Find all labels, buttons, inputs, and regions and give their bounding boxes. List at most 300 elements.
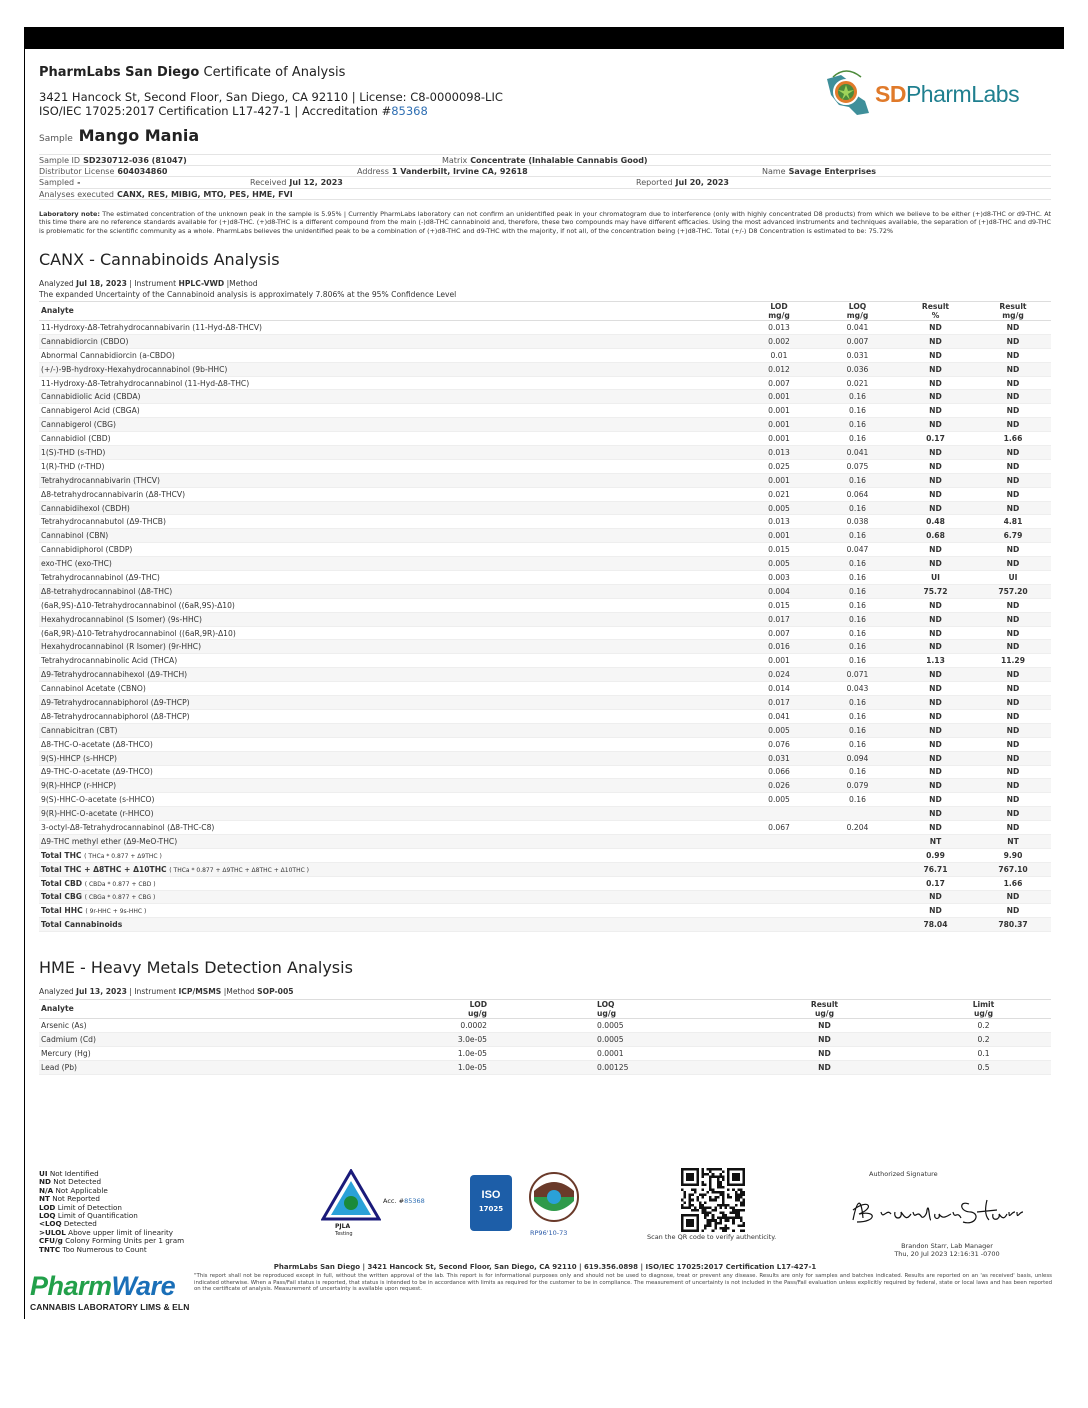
result-value: ND [733,1019,916,1033]
loq-value: 0.16 [819,557,896,571]
loq-value: 0.071 [819,668,896,682]
lod-value: 0.031 [739,751,819,765]
lod-value: 0.005 [739,557,819,571]
total-name: Total THC [41,850,82,860]
lod-value: 0.013 [739,321,819,335]
result-percent: ND [896,751,975,765]
analyte-name: Hexahydrocannabinol (S Isomer) (9s-HHC) [39,612,739,626]
hme-col-loq-label: LOQ [597,1000,615,1009]
result-mg-per-g: ND [975,362,1051,376]
result-percent: ND [896,682,975,696]
pjla-label-text: PJLA [335,1223,351,1230]
canx-header-row [39,302,1051,321]
result-percent: ND [896,807,975,821]
canx-row [39,432,1051,446]
client-name-value: Savage Enterprises [788,166,877,176]
hme-analyzed-line: Analyzed Jul 13, 2023 | Instrument ICP/MSMS |Method SOP-005 [39,987,294,996]
loq-value: 0.16 [819,737,896,751]
lab-note-label: Laboratory note: [39,210,100,218]
hme-row [39,1060,1051,1074]
lod-value: 0.041 [739,709,819,723]
footer-contact: PharmLabs San Diego | 3421 Hancock St, Second Floor, San Diego, CA 92110 | 619.356.0898 | ISO/IEC 17025:2017 Certification L17-427-1 [273,1263,817,1271]
canx-row [39,348,1051,362]
result-mg-per-g: ND [975,473,1051,487]
analyte-name: Tetrahydrocannabinolic Acid (THCA) [39,654,739,668]
result-percent: ND [896,376,975,390]
legend-meaning: Limit of Detection [57,1202,122,1212]
total-formula: ( CBGa * 0.877 + CBG ) [84,894,156,902]
legend-meaning: Above upper limit of linearity [68,1227,174,1237]
result-mg-per-g: ND [975,751,1051,765]
lod-value: 0.001 [739,418,819,432]
analyte-name: Δ9-THC-O-acetate (Δ9-THCO) [39,765,739,779]
analyte-name: 9(R)-HHC-O-acetate (r-HHCO) [39,807,739,821]
loq-value: 0.16 [819,654,896,668]
lod-value: 0.007 [739,376,819,390]
lod-value: 0.005 [739,501,819,515]
metal-name: Mercury (Hg) [39,1046,331,1060]
canx-row [39,321,1051,335]
legend-abbreviation: CFU/g [39,1236,63,1246]
loq-value: 0.0005 [597,1019,733,1033]
result-mg-per-g: ND [975,404,1051,418]
sample-heading [39,126,199,145]
loq-value [819,904,896,918]
canx-row [39,834,1051,848]
lab-certification [39,104,428,118]
lod-value: 0.001 [739,390,819,404]
canx-row [39,709,1051,723]
result-mg-per-g: ND [975,390,1051,404]
analyses-value: CANX, RES, MIBIG, MTO, PES, HME, FVI [117,189,293,199]
result-mg-per-g: ND [975,557,1051,571]
analyte-name: 9(S)-HHC-O-acetate (s-HHCO) [39,793,739,807]
address-label: Address [357,166,389,176]
result-mg-per-g: 1.66 [975,432,1051,446]
lod-value: 0.013 [739,515,819,529]
hme-header-row [39,1000,1051,1019]
metal-name: Arsenic (As) [39,1019,331,1033]
result-mg-per-g: ND [975,334,1051,348]
analyte-name: Δ8-THC-O-acetate (Δ8-THCO) [39,737,739,751]
loq-value: 0.041 [819,446,896,460]
top-black-bar [24,27,1064,49]
result-mg-per-g: ND [975,376,1051,390]
canx-row [39,821,1051,835]
california-map-icon [819,67,879,119]
total-label-cell [39,904,739,918]
result-percent: NT [896,834,975,848]
col-result-pct-unit: % [931,310,940,320]
analyte-name: Δ8-tetrahydrocannabivarin (Δ8-THCV) [39,487,739,501]
canx-row [39,598,1051,612]
canx-row [39,487,1051,501]
pjla-label [335,1223,353,1237]
total-percent: ND [896,904,975,918]
result-mg-per-g: 6.79 [975,529,1051,543]
result-percent: ND [896,765,975,779]
client-name-label: Name [762,166,786,176]
result-percent: ND [896,487,975,501]
canx-row [39,334,1051,348]
total-label-cell [39,890,739,904]
loq-value: 0.021 [819,376,896,390]
loq-value: 0.038 [819,515,896,529]
canx-row [39,543,1051,557]
legend-abbreviation: ND [39,1177,51,1187]
result-mg-per-g: ND [975,598,1051,612]
result-mg-per-g: ND [975,487,1051,501]
lod-value: 0.001 [739,404,819,418]
col-result-pct-label: Result [921,302,950,311]
meta-row-4 [39,189,1051,201]
certification-seal-icon [526,1169,582,1229]
total-formula: ( 9r-HHC + 9s-HHC ) [85,908,147,916]
lod-value: 0.0002 [331,1019,597,1033]
result-mg-per-g: ND [975,793,1051,807]
result-mg-per-g: ND [975,459,1051,473]
analyte-name: Cannabidiolic Acid (CBDA) [39,390,739,404]
result-percent: UI [896,571,975,585]
iso-number: 17025 [478,1205,504,1213]
canx-table-body [39,321,1051,932]
analyte-name: Cannabigerol Acid (CBGA) [39,404,739,418]
canx-row [39,640,1051,654]
loq-value: 0.00125 [597,1060,733,1074]
hme-analyzed-date: Jul 13, 2023 [76,987,127,996]
lod-value: 0.066 [739,765,819,779]
legend-meaning: Not Applicable [55,1185,108,1195]
col-loq-unit: mg/g [846,310,869,320]
total-name: Total CBG [41,892,82,902]
canx-row [39,446,1051,460]
analyte-name: 3-octyl-Δ8-Tetrahydrocannabinol (Δ8-THC-C8) [39,821,739,835]
loq-value: 0.16 [819,529,896,543]
result-mg-per-g: 11.29 [975,654,1051,668]
canx-row [39,473,1051,487]
legend-item [39,1246,184,1254]
loq-value: 0.007 [819,334,896,348]
total-formula: ( THCa * 0.877 + Δ9THC + Δ8THC + Δ10THC ) [169,866,310,874]
limit-value: 0.1 [916,1046,1051,1060]
hme-col-result [733,1000,916,1019]
footer-disclaimer: "This report shall not be reproduced except in full, without the written approval of the lab. This report is for informational purposes only and should not be used to diagnose, treat or prevent any disease. Results are only for samples and batches indicated. Results are reported on an 'as received' basis, unless indicated otherwise. When a Pass/Fail status is reported, that status is intended to be in accordance with limits as required for the customer to be in compliance. The measurement of uncertainty is not included in the Pass/Fail evaluation unless explicitly required by federal, state or local laws and has been reported on the certificate of analysis. Measurement of uncertainty is available upon request. [194,1273,1052,1293]
result-mg-per-g: ND [975,543,1051,557]
total-percent: 0.17 [896,876,975,890]
analyte-name: Δ9-Tetrahydrocannabiphorol (Δ9-THCP) [39,696,739,710]
canx-row [39,571,1051,585]
canx-row [39,765,1051,779]
result-mg-per-g: UI [975,571,1051,585]
total-mg-per-g: 1.66 [975,876,1051,890]
result-percent: ND [896,446,975,460]
canx-total-row [39,904,1051,918]
canx-total-row [39,918,1051,932]
loq-value: 0.16 [819,418,896,432]
total-mg-per-g: 780.37 [975,918,1051,932]
result-percent: ND [896,793,975,807]
lod-value: 0.001 [739,473,819,487]
total-formula: ( THCa * 0.877 + Δ9THC ) [84,852,162,860]
loq-value: 0.16 [819,709,896,723]
analyte-name: Tetrahydrocannabivarin (THCV) [39,473,739,487]
loq-value: 0.16 [819,723,896,737]
lod-value [739,876,819,890]
total-formula: ( CBDa * 0.877 + CBD ) [84,880,156,888]
hme-method-label: Method [226,987,255,996]
canx-uncertainty: The expanded Uncertainty of the Cannabinoid analysis is approximately 7.806% at the 95% Confidence Level [39,290,457,299]
result-percent: ND [896,696,975,710]
loq-value: 0.16 [819,793,896,807]
analyte-name: Cannabidiorcin (CBDO) [39,334,739,348]
lod-value: 0.024 [739,668,819,682]
lod-value: 1.0e-05 [331,1060,597,1074]
total-mg-per-g: ND [975,890,1051,904]
analyte-name: Cannabinol Acetate (CBNO) [39,682,739,696]
canx-total-row [39,890,1051,904]
legend-meaning: Not Identified [49,1169,99,1178]
result-mg-per-g: 757.20 [975,584,1051,598]
hme-instrument-label: Instrument [134,987,177,996]
lod-value: 0.002 [739,334,819,348]
lod-value: 0.004 [739,584,819,598]
canx-row [39,362,1051,376]
loq-value [819,834,896,848]
legend-abbreviation: >ULOL [39,1227,66,1237]
canx-row [39,723,1051,737]
verification-qr-code[interactable] [681,1168,745,1232]
pjla-acc-prefix: Acc. # [383,1197,405,1205]
hme-table [39,999,1051,1075]
qr-caption: Scan the QR code to verify authenticity. [647,1233,777,1241]
analyte-name: (+/-)-9B-hydroxy-Hexahydrocannabinol (9b-HHC) [39,362,739,376]
total-name: Total CBD [41,878,83,888]
loq-value: 0.036 [819,362,896,376]
pharmware-logo [30,1271,190,1319]
loq-value: 0.041 [819,321,896,335]
reported-label: Reported [636,178,673,187]
loq-value: 0.16 [819,612,896,626]
meta-row-2 [39,166,1051,178]
analyte-name: (6aR,9S)-Δ10-Tetrahydrocannabinol ((6aR,9S)-Δ10) [39,598,739,612]
analyte-name: Tetrahydrocannabinol (Δ9-THC) [39,571,739,585]
total-mg-per-g: ND [975,904,1051,918]
legend-abbreviation: LOQ [39,1211,56,1221]
result-percent: ND [896,418,975,432]
analyte-name: 1(S)-THD (s-THD) [39,446,739,460]
legend-abbreviation: <LOQ [39,1219,62,1229]
lod-value: 0.003 [739,571,819,585]
result-mg-per-g: ND [975,723,1051,737]
analyte-name: Δ8-tetrahydrocannabinol (Δ8-THC) [39,584,739,598]
legend-abbreviation: UI [39,1169,48,1178]
canx-row [39,696,1051,710]
hme-analyzed-label: Analyzed [39,987,74,996]
analyte-name: (6aR,9R)-Δ10-Tetrahydrocannabinol ((6aR,9R)-Δ10) [39,626,739,640]
lod-value [739,807,819,821]
accreditation-link[interactable]: 85368 [391,104,428,118]
col-analyte: Analyte [39,302,739,321]
limit-value: 0.2 [916,1032,1051,1046]
lod-value: 0.014 [739,682,819,696]
result-mg-per-g: ND [975,709,1051,723]
result-mg-per-g: ND [975,682,1051,696]
analyte-name: Hexahydrocannabinol (R Isomer) (9r-HHC) [39,640,739,654]
analyses-label: Analyses executed [39,189,114,199]
lod-value: 0.025 [739,459,819,473]
result-mg-per-g: ND [975,446,1051,460]
hme-col-result-unit: ug/g [814,1008,835,1018]
result-mg-per-g: ND [975,821,1051,835]
lod-value: 0.012 [739,362,819,376]
loq-value: 0.0001 [597,1046,733,1060]
result-percent: ND [896,390,975,404]
total-mg-per-g: 767.10 [975,862,1051,876]
lab-name: PharmLabs San Diego [39,65,200,80]
result-mg-per-g: ND [975,612,1051,626]
analyte-name: Cannabidihexol (CBDH) [39,501,739,515]
certification-number: RP96'10-73 [530,1229,568,1237]
legend-meaning: Colony Forming Units per 1 gram [65,1236,185,1246]
analyte-name: Tetrahydrocannabutol (Δ9-THCB) [39,515,739,529]
result-percent: ND [896,459,975,473]
signature-timestamp: Thu, 20 Jul 2023 12:16:31 -0700 [894,1250,1000,1258]
canx-analyzed-date: Jul 18, 2023 [76,279,127,288]
result-percent: ND [896,473,975,487]
result-mg-per-g: 4.81 [975,515,1051,529]
loq-value: 0.047 [819,543,896,557]
address-value: 1 Vanderbilt, Irvine CA, 92618 [391,166,528,176]
lod-value: 0.001 [739,529,819,543]
canx-row [39,654,1051,668]
analyte-name: Cannabigerol (CBG) [39,418,739,432]
hme-col-loq [597,1000,733,1019]
loq-value: 0.064 [819,487,896,501]
result-mg-per-g: ND [975,807,1051,821]
lod-value: 0.01 [739,348,819,362]
legend-abbreviation: NT [39,1194,50,1204]
canx-total-row [39,848,1051,862]
hme-col-limit [916,1000,1051,1019]
canx-row [39,751,1051,765]
result-percent: ND [896,557,975,571]
legend-abbreviation: LOD [39,1202,56,1212]
total-label-cell [39,848,739,862]
analyte-name: 9(S)-HHCP (s-HHCP) [39,751,739,765]
lab-title [39,65,345,80]
result-percent: ND [896,404,975,418]
hme-row [39,1019,1051,1033]
analyte-name: 11-Hydroxy-Δ8-Tetrahydrocannabivarin (11-Hyd-Δ8-THCV) [39,321,739,335]
result-mg-per-g: ND [975,418,1051,432]
hme-col-limit-label: Limit [972,1000,995,1009]
loq-value: 0.031 [819,348,896,362]
canx-row [39,682,1051,696]
result-percent: ND [896,723,975,737]
loq-value: 0.043 [819,682,896,696]
loq-value: 0.204 [819,821,896,835]
lab-note-text: The estimated concentration of the unknown peak in the sample is 5.95% | Currently PharmLabs laboratory can not confirm an unidentified peak in your chromatogram due to interference (only with highly concentrated D8 products) from which we believe to be either (+)d8-THC or d9-THC. At this time there are no reference standards available for (+)d8-THC. (+)d8-THC is a different compound from the main (-)d8-THC cannabinoid and, therefore, these two compounds may have different efficacies. Using the most advanced instruments and techniques available, the separation of (+)d8-THC and d9-THC is problematic for the scientific community as a whole. PharmLabs believes the unidentified peak to be a combination of (+)d8-THC and d9-THC with the majority, if not all, of the concentration being (+)d8-THC. Total (+/-) D8 Concentration is estimated to be: 75.72% [39,210,1051,235]
canx-row [39,390,1051,404]
canx-row [39,529,1051,543]
pjla-badge [321,1169,431,1237]
result-mg-per-g: ND [975,640,1051,654]
certification-seal [526,1169,582,1239]
analyte-name: Cannabinol (CBN) [39,529,739,543]
canx-total-row [39,862,1051,876]
canx-analyzed-line: Analyzed Jul 18, 2023 | Instrument HPLC-VWD |Method [39,279,258,288]
distributor-label: Distributor License [39,166,115,176]
canx-row [39,793,1051,807]
col-result-mg-label: Result [999,302,1027,311]
result-mg-per-g: ND [975,765,1051,779]
canx-title: CANX - Cannabinoids Analysis [39,250,280,269]
sdpharmlabs-logo [819,67,1047,119]
canx-row [39,515,1051,529]
hme-table-body [39,1019,1051,1075]
iso-17025-badge [470,1175,512,1231]
hme-method-value: SOP-005 [257,987,294,996]
authorized-signature-label: Authorized Signature [869,1170,938,1178]
total-label-cell [39,918,739,932]
col-lod-unit: mg/g [768,310,790,320]
canx-row [39,459,1051,473]
total-label-cell [39,862,739,876]
total-percent: 78.04 [896,918,975,932]
pjla-acc-number[interactable]: 85368 [404,1197,425,1205]
result-percent: 0.17 [896,432,975,446]
result-mg-per-g: ND [975,626,1051,640]
lod-value: 3.0e-05 [331,1032,597,1046]
result-percent: ND [896,626,975,640]
result-percent: ND [896,821,975,835]
result-value: ND [733,1060,916,1074]
lod-value: 0.076 [739,737,819,751]
pharmware-wordmark [30,1271,175,1302]
hme-col-result-label: Result [810,1000,839,1009]
col-result-pct [896,302,975,321]
lod-value: 0.067 [739,821,819,835]
iso-text: ISO [481,1189,501,1201]
result-percent: ND [896,737,975,751]
legend-abbreviation: TNTC [39,1244,61,1254]
hme-row [39,1032,1051,1046]
result-percent: ND [896,779,975,793]
hme-col-lod [331,1000,597,1019]
laboratory-note [39,210,1051,235]
lod-value: 1.0e-05 [331,1046,597,1060]
result-mg-per-g: ND [975,321,1051,335]
analyte-name: Δ9-Tetrahydrocannabihexol (Δ9-THCH) [39,668,739,682]
loq-value: 0.16 [819,501,896,515]
result-percent: 1.13 [896,654,975,668]
lod-value: 0.026 [739,779,819,793]
canx-row [39,612,1051,626]
col-lod [739,302,819,321]
lod-value: 0.017 [739,696,819,710]
received-label: Received [250,178,287,187]
canx-row [39,376,1051,390]
lod-value: 0.001 [739,654,819,668]
total-percent: 76.71 [896,862,975,876]
result-mg-per-g: ND [975,779,1051,793]
canx-row [39,807,1051,821]
analyte-name: Δ8-Tetrahydrocannabiphorol (Δ8-THCP) [39,709,739,723]
loq-value: 0.094 [819,751,896,765]
analyte-name: Abnormal Cannabidiorcin (a-CBDO) [39,348,739,362]
pjla-sub-label: Testing [335,1231,353,1237]
canx-table [39,301,1051,932]
